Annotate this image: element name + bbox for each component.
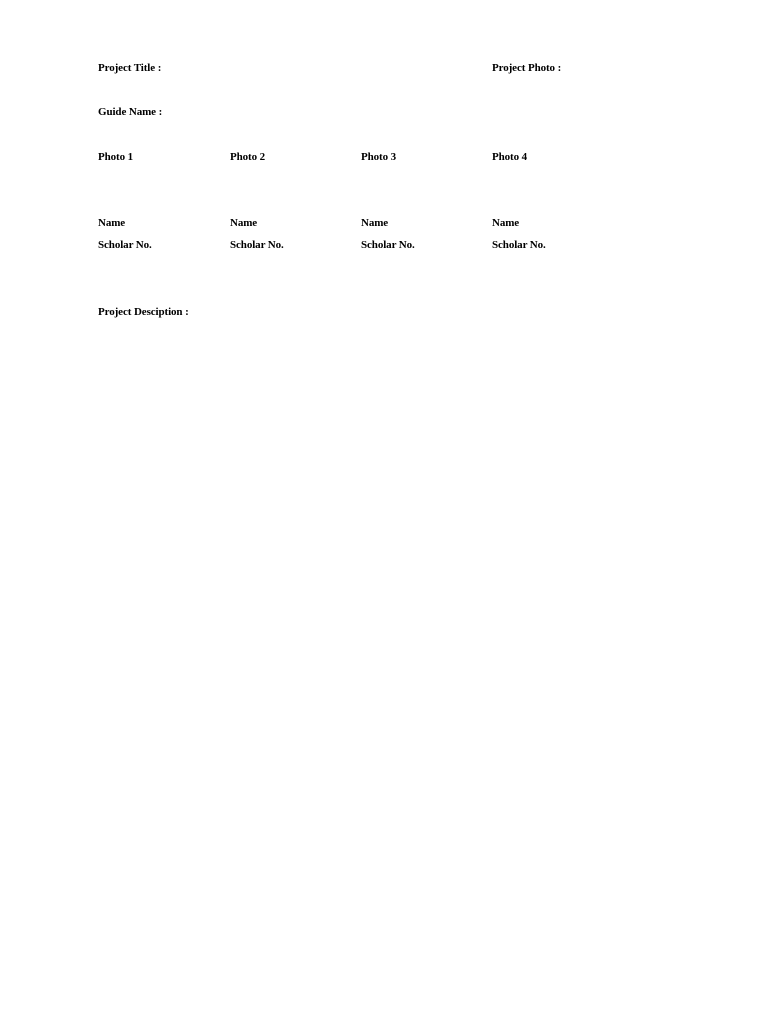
- guide-name-label: Guide Name :: [98, 106, 163, 118]
- member-3-photo-label: Photo 3: [361, 151, 397, 163]
- member-1-photo-label: Photo 1: [98, 151, 134, 163]
- member-2-photo-label: Photo 2: [230, 151, 266, 163]
- member-1-scholar-no-label: Scholar No.: [98, 239, 152, 251]
- member-1-name-label: Name: [98, 217, 126, 229]
- project-title-label: Project Title :: [98, 62, 162, 74]
- member-4-scholar-no-label: Scholar No.: [492, 239, 546, 251]
- project-description-label: Project Desciption :: [98, 306, 189, 318]
- member-4-name-label: Name: [492, 217, 520, 229]
- member-3-name-label: Name: [361, 217, 389, 229]
- project-photo-label: Project Photo :: [492, 62, 562, 74]
- member-2-scholar-no-label: Scholar No.: [230, 239, 284, 251]
- member-3-scholar-no-label: Scholar No.: [361, 239, 415, 251]
- member-2-name-label: Name: [230, 217, 258, 229]
- member-4-photo-label: Photo 4: [492, 151, 528, 163]
